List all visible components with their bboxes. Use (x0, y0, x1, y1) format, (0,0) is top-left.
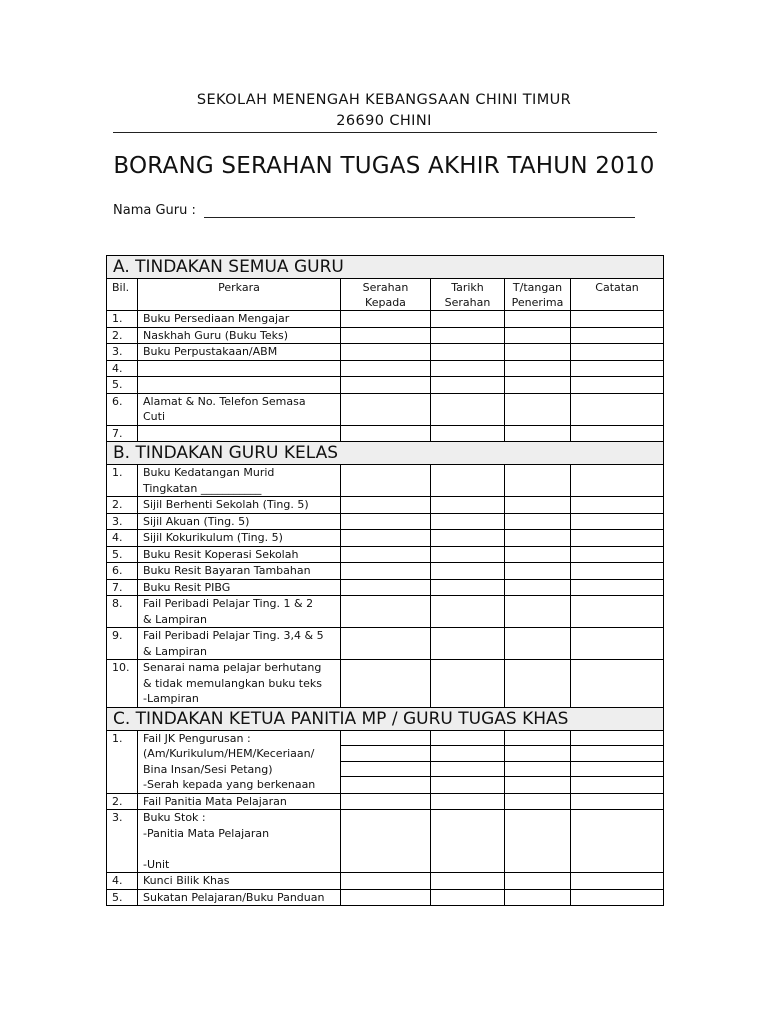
entry-cell[interactable] (505, 579, 571, 596)
row-number: 8. (107, 596, 138, 628)
column-header: Tarikh Serahan (431, 279, 505, 311)
row-item: Buku Stok : -Panitia Mata Pelajaran -Unit (138, 810, 341, 873)
row-item (138, 377, 341, 394)
section-header (107, 442, 664, 465)
entry-cell[interactable] (431, 530, 505, 547)
entry-subcell[interactable] (505, 731, 570, 746)
table-row (107, 793, 664, 810)
entry-cell[interactable] (431, 546, 505, 563)
table-row (107, 465, 664, 497)
entry-subcell[interactable] (431, 761, 504, 777)
row-item: Sijil Akuan (Ting. 5) (138, 513, 341, 530)
entry-cell[interactable] (505, 546, 571, 563)
row-item: Fail Peribadi Pelajar Ting. 3,4 & 5 & Lampiran (138, 628, 341, 660)
header-divider (113, 132, 657, 133)
table-row (107, 377, 664, 394)
nama-guru-field[interactable] (204, 217, 635, 218)
entry-subcell[interactable] (341, 761, 430, 777)
entry-cell[interactable] (431, 579, 505, 596)
row-number: 2. (107, 497, 138, 514)
section-title: A. TINDAKAN SEMUA GURU (107, 256, 664, 279)
entry-cell[interactable] (341, 530, 431, 547)
column-header: Catatan (571, 279, 664, 311)
entry-cell[interactable] (571, 546, 664, 563)
column-header-row (107, 279, 664, 311)
entry-cell[interactable] (431, 465, 505, 497)
section-header (107, 256, 664, 279)
row-item: Sijil Kokurikulum (Ting. 5) (138, 530, 341, 547)
entry-cell[interactable] (571, 793, 664, 810)
entry-cell[interactable] (341, 793, 431, 810)
table-row (107, 360, 664, 377)
row-number: 2. (107, 327, 138, 344)
entry-subcell[interactable] (505, 777, 570, 792)
section-title: C. TINDAKAN KETUA PANITIA MP / GURU TUGAS KHAS (107, 707, 664, 730)
entry-cell[interactable] (341, 579, 431, 596)
handover-form-table (106, 255, 663, 906)
entry-subcell[interactable] (431, 746, 504, 762)
table-row (107, 810, 664, 873)
entry-cell[interactable] (431, 360, 505, 377)
row-number: 2. (107, 793, 138, 810)
table-row (107, 873, 664, 890)
row-item (138, 425, 341, 442)
entry-cell[interactable] (431, 660, 505, 708)
entry-cell[interactable] (571, 730, 664, 793)
entry-cell[interactable] (341, 730, 431, 793)
row-item: Naskhah Guru (Buku Teks) (138, 327, 341, 344)
table-row (107, 579, 664, 596)
entry-cell[interactable] (505, 513, 571, 530)
row-number: 5. (107, 889, 138, 906)
entry-cell[interactable] (341, 497, 431, 514)
entry-cell[interactable] (571, 344, 664, 361)
entry-cell[interactable] (431, 513, 505, 530)
row-number: 1. (107, 311, 138, 328)
row-number: 7. (107, 425, 138, 442)
entry-cell[interactable] (341, 311, 431, 328)
entry-cell[interactable] (571, 873, 664, 890)
row-number: 4. (107, 873, 138, 890)
row-item: Fail Panitia Mata Pelajaran (138, 793, 341, 810)
entry-cell[interactable] (571, 530, 664, 547)
entry-cell[interactable] (431, 311, 505, 328)
table-row (107, 628, 664, 660)
column-header: Perkara (138, 279, 341, 311)
entry-cell[interactable] (431, 425, 505, 442)
entry-subcell[interactable] (571, 761, 663, 777)
row-number: 5. (107, 377, 138, 394)
entry-cell[interactable] (571, 360, 664, 377)
table-row (107, 660, 664, 708)
entry-cell[interactable] (505, 425, 571, 442)
row-item: Fail JK Pengurusan : (Am/Kurikulum/HEM/Keceriaan/ Bina Insan/Sesi Petang) -Serah kepada yang berkenaan (138, 730, 341, 793)
row-number: 4. (107, 360, 138, 377)
entry-cell[interactable] (431, 628, 505, 660)
row-number: 6. (107, 393, 138, 425)
table-row (107, 730, 664, 793)
table-row (107, 563, 664, 580)
row-number: 7. (107, 579, 138, 596)
entry-subcell[interactable] (505, 746, 570, 762)
entry-cell[interactable] (505, 327, 571, 344)
table-row (107, 327, 664, 344)
row-number: 4. (107, 530, 138, 547)
entry-subcell[interactable] (571, 777, 663, 792)
column-header: Serahan Kepada (341, 279, 431, 311)
entry-cell[interactable] (341, 344, 431, 361)
entry-cell[interactable] (431, 497, 505, 514)
row-number: 5. (107, 546, 138, 563)
entry-cell[interactable] (505, 660, 571, 708)
entry-subcell[interactable] (431, 731, 504, 746)
entry-cell[interactable] (571, 579, 664, 596)
entry-cell[interactable] (431, 730, 505, 793)
entry-cell[interactable] (505, 344, 571, 361)
entry-cell[interactable] (341, 393, 431, 425)
form-title: BORANG SERAHAN TUGAS AKHIR TAHUN 2010 (113, 153, 655, 179)
table-row (107, 344, 664, 361)
column-header: T/tangan Penerima (505, 279, 571, 311)
row-item: Buku Persediaan Mengajar (138, 311, 341, 328)
entry-cell[interactable] (341, 596, 431, 628)
entry-cell[interactable] (571, 311, 664, 328)
entry-cell[interactable] (571, 810, 664, 873)
entry-cell[interactable] (431, 810, 505, 873)
entry-cell[interactable] (341, 660, 431, 708)
entry-cell[interactable] (505, 393, 571, 425)
entry-cell[interactable] (505, 360, 571, 377)
row-number: 1. (107, 465, 138, 497)
row-item: Alamat & No. Telefon Semasa Cuti (138, 393, 341, 425)
entry-subcell[interactable] (431, 777, 504, 792)
table-row (107, 393, 664, 425)
entry-cell[interactable] (431, 563, 505, 580)
table-row (107, 596, 664, 628)
entry-subcell[interactable] (571, 731, 663, 746)
table-row (107, 530, 664, 547)
row-number: 3. (107, 513, 138, 530)
entry-cell[interactable] (505, 563, 571, 580)
entry-cell[interactable] (431, 596, 505, 628)
row-number: 10. (107, 660, 138, 708)
entry-cell[interactable] (341, 425, 431, 442)
table-row (107, 513, 664, 530)
entry-cell[interactable] (571, 497, 664, 514)
entry-cell[interactable] (505, 873, 571, 890)
entry-cell[interactable] (571, 628, 664, 660)
entry-cell[interactable] (571, 563, 664, 580)
entry-subcell[interactable] (341, 731, 430, 746)
row-item: Buku Kedatangan Murid Tingkatan ___________ (138, 465, 341, 497)
entry-cell[interactable] (341, 360, 431, 377)
entry-cell[interactable] (341, 563, 431, 580)
entry-cell[interactable] (431, 344, 505, 361)
entry-cell[interactable] (571, 393, 664, 425)
entry-cell[interactable] (431, 393, 505, 425)
section-header (107, 707, 664, 730)
entry-cell[interactable] (341, 377, 431, 394)
row-item: Kunci Bilik Khas (138, 873, 341, 890)
section-title: B. TINDAKAN GURU KELAS (107, 442, 664, 465)
nama-guru-label: Nama Guru : (113, 203, 196, 218)
entry-cell[interactable] (571, 596, 664, 628)
entry-cell[interactable] (341, 465, 431, 497)
entry-cell[interactable] (505, 377, 571, 394)
table-row (107, 889, 664, 906)
entry-cell[interactable] (571, 513, 664, 530)
school-postcode: 26690 CHINI (336, 113, 432, 129)
entry-cell[interactable] (571, 327, 664, 344)
table-row (107, 425, 664, 442)
entry-cell[interactable] (341, 889, 431, 906)
entry-cell[interactable] (505, 530, 571, 547)
entry-cell[interactable] (431, 889, 505, 906)
entry-cell[interactable] (571, 465, 664, 497)
entry-cell[interactable] (431, 327, 505, 344)
row-item: Sukatan Pelajaran/Buku Panduan (138, 889, 341, 906)
entry-cell[interactable] (341, 810, 431, 873)
entry-cell[interactable] (341, 513, 431, 530)
entry-cell[interactable] (505, 311, 571, 328)
table-row (107, 546, 664, 563)
row-number: 6. (107, 563, 138, 580)
row-item: Buku Resit Bayaran Tambahan (138, 563, 341, 580)
entry-subcell[interactable] (571, 746, 663, 762)
row-item: Fail Peribadi Pelajar Ting. 1 & 2 & Lampiran (138, 596, 341, 628)
entry-cell[interactable] (505, 730, 571, 793)
entry-cell[interactable] (505, 889, 571, 906)
row-item: Buku Perpustakaan/ABM (138, 344, 341, 361)
entry-cell[interactable] (431, 793, 505, 810)
row-number: 3. (107, 344, 138, 361)
row-item: Buku Resit Koperasi Sekolah (138, 546, 341, 563)
row-item: Sijil Berhenti Sekolah (Ting. 5) (138, 497, 341, 514)
entry-cell[interactable] (505, 628, 571, 660)
entry-cell[interactable] (431, 873, 505, 890)
entry-subcell[interactable] (505, 761, 570, 777)
entry-subcell[interactable] (341, 746, 430, 762)
entry-cell[interactable] (341, 873, 431, 890)
entry-subcell[interactable] (341, 777, 430, 792)
entry-cell[interactable] (341, 628, 431, 660)
row-number: 1. (107, 730, 138, 793)
row-item: Buku Resit PIBG (138, 579, 341, 596)
entry-cell[interactable] (341, 327, 431, 344)
column-header: Bil. (107, 279, 138, 311)
entry-cell[interactable] (505, 793, 571, 810)
entry-cell[interactable] (505, 465, 571, 497)
row-number: 3. (107, 810, 138, 873)
row-number: 9. (107, 628, 138, 660)
row-item (138, 360, 341, 377)
entry-cell[interactable] (505, 497, 571, 514)
entry-cell[interactable] (571, 377, 664, 394)
table-row (107, 311, 664, 328)
entry-cell[interactable] (571, 660, 664, 708)
entry-cell[interactable] (431, 377, 505, 394)
entry-cell[interactable] (571, 889, 664, 906)
row-item: Senarai nama pelajar berhutang & tidak memulangkan buku teks -Lampiran (138, 660, 341, 708)
entry-cell[interactable] (341, 546, 431, 563)
entry-cell[interactable] (505, 810, 571, 873)
table-row (107, 497, 664, 514)
entry-cell[interactable] (571, 425, 664, 442)
entry-cell[interactable] (505, 596, 571, 628)
school-name: SEKOLAH MENENGAH KEBANGSAAN CHINI TIMUR (196, 92, 572, 108)
